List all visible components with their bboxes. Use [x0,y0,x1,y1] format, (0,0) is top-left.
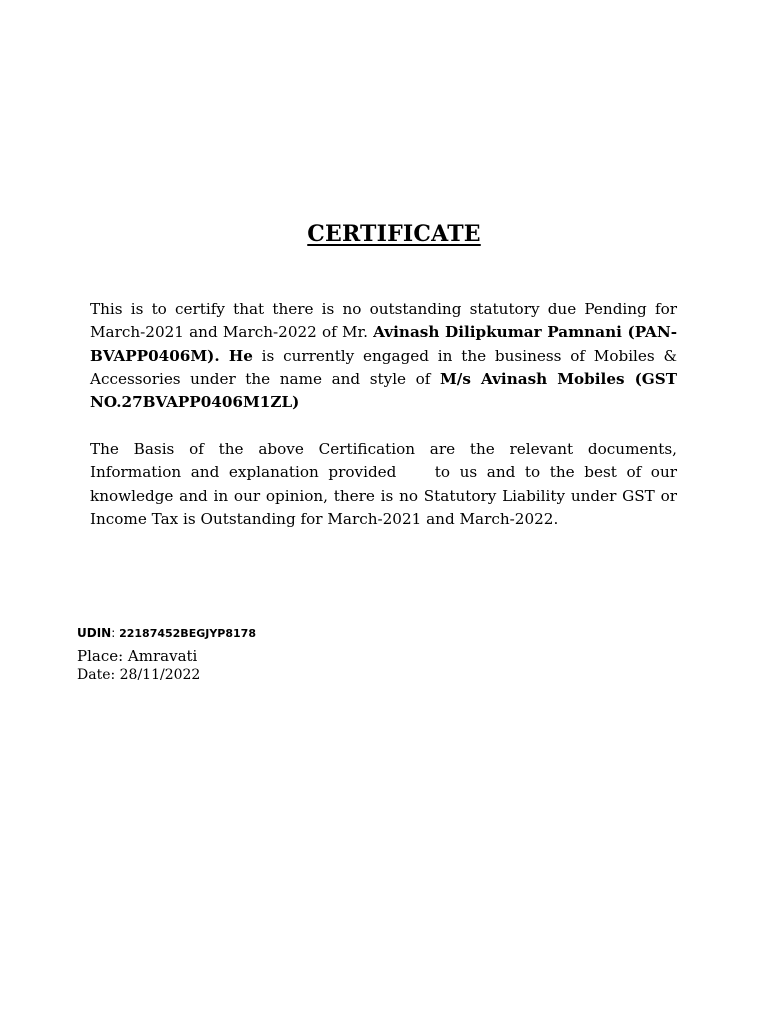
date-line: Date: 28/11/2022 [77,667,201,683]
certification-paragraph [90,298,677,414]
basis-paragraph: The Basis of the above Certification are the relevant documents, Information and explanation provided to us and to the best of our knowledge and in our opinion, there is no Statutory Liability under GST or Income Tax is Outstanding for March-2021 and March-2022. [90,440,682,528]
certificate-title: CERTIFICATE [307,221,481,247]
udin-value: 22187452BEGJYP8178 [119,627,256,640]
udin-separator: : [111,626,120,640]
udin-line [77,626,256,640]
para1-text-2: is currently engaged in the business of Mobiles & Accessories under the name and style of [90,346,677,388]
para1-text-1: This is to certify that there is no outstanding statutory due Pending for March-2021 and March-2022 of Mr. [90,300,677,342]
firm-name-gst: M/s Avinash Mobiles (GST NO.27BVAPP0406M1ZL) [90,369,678,412]
person-name-pan: Avinash Dilipkumar Pamnani (PAN-BVAPP0406M). He [90,323,677,365]
udin-label: UDIN [77,626,112,640]
place-line: Place: Amravati [77,647,198,665]
